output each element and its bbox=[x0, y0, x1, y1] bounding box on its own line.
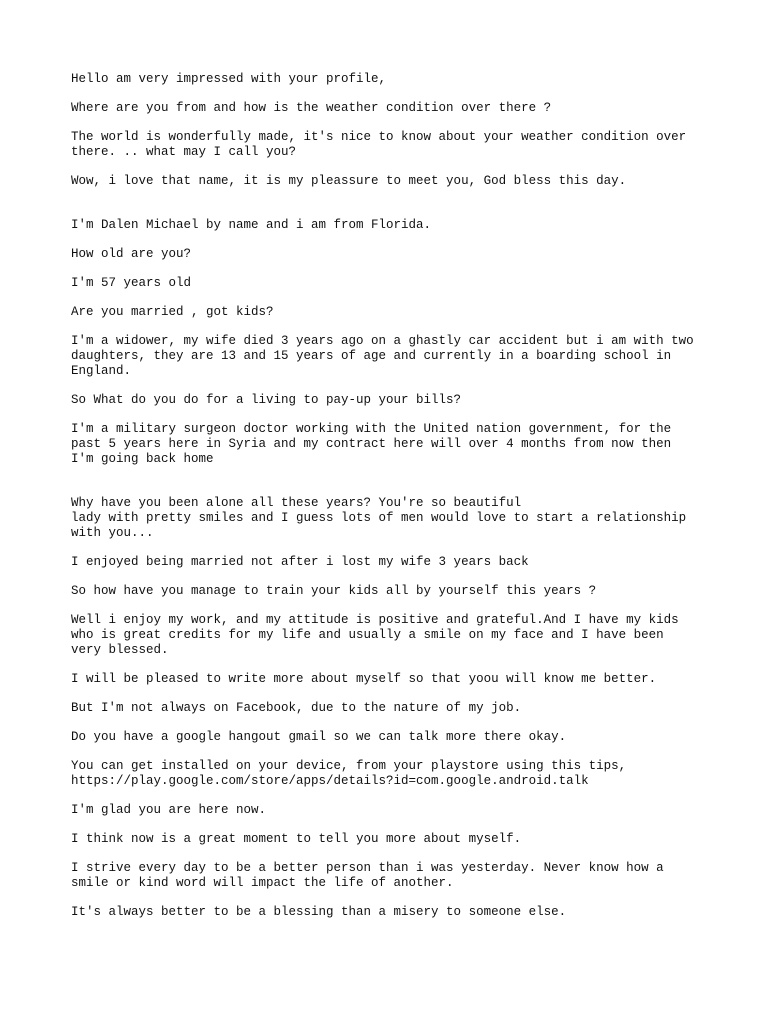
paragraph: I'm glad you are here now. bbox=[71, 803, 267, 817]
paragraph: Why have you been alone all these years? You're so beautiful lady with pretty smiles and I guess lots of men would love to start a relationship with you... bbox=[71, 496, 687, 540]
paragraph: Where are you from and how is the weather condition over there ? bbox=[71, 101, 552, 115]
paragraph: You can get installed on your device, from your playstore using this tips, https://play.google.com/store/apps/details?id=com.google.android.talk bbox=[71, 759, 627, 788]
paragraph: But I'm not always on Facebook, due to the nature of my job. bbox=[71, 701, 522, 715]
paragraph: I'm a widower, my wife died 3 years ago on a ghastly car accident but i am with two daughters, they are 13 and 15 years of age and currently in a boarding school in England. bbox=[71, 334, 694, 378]
paragraph: Are you married , got kids? bbox=[71, 305, 274, 319]
paragraph: The world is wonderfully made, it's nice to know about your weather condition over there. .. what may I call you? bbox=[71, 130, 687, 159]
paragraph: Well i enjoy my work, and my attitude is positive and grateful.And I have my kids who is great credits for my life and usually a smile on my face and I have been very blessed. bbox=[71, 613, 679, 657]
paragraph: Hello am very impressed with your profile, bbox=[71, 72, 387, 86]
paragraph: So how have you manage to train your kids all by yourself this years ? bbox=[71, 584, 597, 598]
paragraph: I'm Dalen Michael by name and i am from Florida. bbox=[71, 218, 432, 232]
paragraph: I think now is a great moment to tell you more about myself. bbox=[71, 832, 522, 846]
paragraph: I enjoyed being married not after i lost my wife 3 years back bbox=[71, 555, 529, 569]
document-body bbox=[71, 72, 711, 934]
paragraph: I'm 57 years old bbox=[71, 276, 192, 290]
paragraph: I will be pleased to write more about myself so that yoou will know me better. bbox=[71, 672, 657, 686]
paragraph: It's always better to be a blessing than a misery to someone else. bbox=[71, 905, 567, 919]
paragraph: How old are you? bbox=[71, 247, 192, 261]
paragraph: Do you have a google hangout gmail so we can talk more there okay. bbox=[71, 730, 567, 744]
paragraph: I strive every day to be a better person than i was yesterday. Never know how a smile or kind word will impact the life of another. bbox=[71, 861, 664, 890]
paragraph: Wow, i love that name, it is my pleassure to meet you, God bless this day. bbox=[71, 174, 627, 188]
paragraph: So What do you do for a living to pay-up your bills? bbox=[71, 393, 462, 407]
paragraph: I'm a military surgeon doctor working with the United nation government, for the past 5 years here in Syria and my contract here will over 4 months from now then I'm going back home bbox=[71, 422, 672, 466]
